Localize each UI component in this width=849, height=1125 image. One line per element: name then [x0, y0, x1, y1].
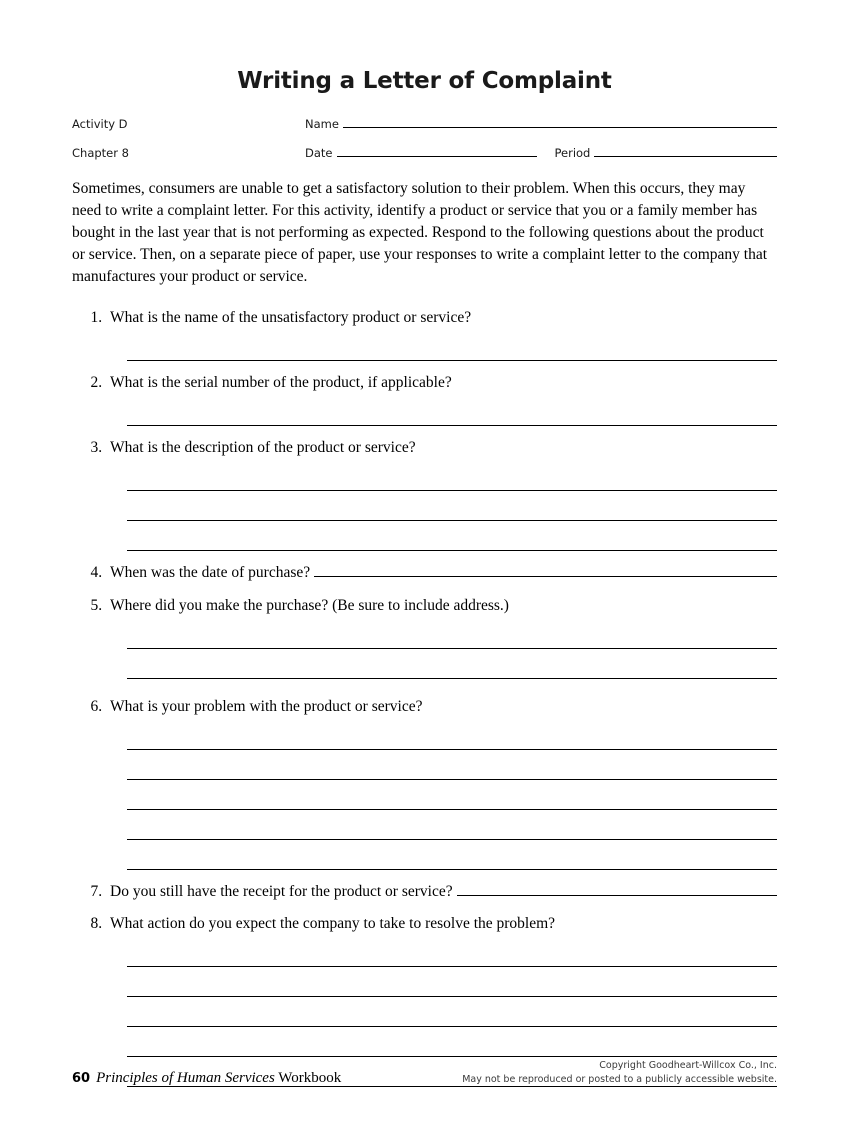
answer-line[interactable]	[127, 810, 777, 840]
date-label: Date	[305, 146, 333, 160]
worksheet-meta	[72, 116, 777, 160]
name-field[interactable]	[343, 116, 777, 128]
meta-row-chapter-date-period	[72, 145, 777, 160]
question-text: 3. What is the description of the product or service?	[110, 439, 416, 457]
activity-label: Activity D	[72, 117, 128, 131]
copyright-line-1: Copyright Goodheart-Willcox Co., Inc.	[599, 1060, 777, 1072]
answer-line[interactable]	[457, 883, 777, 896]
answer-line[interactable]	[127, 967, 777, 997]
chapter-label: Chapter 8	[72, 146, 129, 160]
book-title-suffix: Workbook	[278, 1070, 342, 1086]
answer-lines	[110, 616, 777, 679]
book-title: Principles of Human Services	[96, 1070, 275, 1086]
question-text: 2. What is the serial number of the product, if applicable?	[110, 374, 452, 392]
spacer	[110, 584, 777, 596]
list-item	[106, 596, 777, 697]
answer-line[interactable]	[314, 564, 777, 577]
page-number: 60	[72, 1071, 91, 1086]
page-title: Writing a Letter of Complaint	[237, 68, 612, 94]
footer-book-info	[72, 1070, 341, 1087]
answer-line[interactable]	[127, 717, 777, 750]
answer-lines	[110, 328, 777, 361]
question-text: 8. What action do you expect the company to take to resolve the problem?	[110, 914, 556, 932]
answer-lines	[110, 717, 777, 870]
question-text: 6. What is your problem with the product or service?	[110, 697, 423, 715]
question-inline	[110, 563, 777, 583]
spacer	[110, 870, 777, 882]
list-item	[106, 882, 777, 914]
answer-lines	[110, 393, 777, 426]
answer-line[interactable]	[127, 750, 777, 780]
date-field[interactable]	[337, 145, 537, 157]
spacer	[110, 902, 777, 914]
answer-line[interactable]	[127, 649, 777, 679]
question-text: 1. What is the name of the unsatisfactory product or service?	[110, 309, 472, 326]
list-item	[106, 697, 777, 882]
question-text: 5. Where did you make the purchase? (Be sure to include address.)	[110, 596, 509, 614]
list-item	[106, 308, 777, 373]
question-text: 4. When was the date of purchase?	[110, 564, 311, 582]
period-field[interactable]	[594, 145, 777, 157]
answer-line[interactable]	[127, 393, 777, 426]
spacer	[110, 361, 777, 373]
spacer	[110, 679, 777, 697]
answer-line[interactable]	[127, 616, 777, 649]
list-item	[106, 438, 777, 563]
name-label: Name	[305, 117, 339, 131]
answer-line[interactable]	[127, 328, 777, 361]
period-label: Period	[554, 146, 591, 160]
instructions-paragraph: Sometimes, consumers are unable to get a satisfactory solution to their problem. When this occurs, they may need to write a complaint letter. For this activity, identify a product or service that you or a family member has bought in the last year that is not performing as expected. Respond to the following questions about the product or service. Then, on a separate piece of paper, use your responses to write a complaint letter to the company that manufactures your product or service.	[72, 180, 768, 285]
spacer	[110, 551, 777, 563]
list-item	[106, 563, 777, 595]
answer-line[interactable]	[127, 491, 777, 521]
question-text: 7. Do you still have the receipt for the product or service?	[110, 882, 453, 900]
answer-line[interactable]	[127, 997, 777, 1027]
page-footer	[72, 1059, 777, 1087]
answer-line[interactable]	[127, 521, 777, 551]
answer-line[interactable]	[127, 1027, 777, 1057]
spacer	[110, 426, 777, 438]
answer-lines	[110, 458, 777, 551]
list-item	[106, 373, 777, 438]
question-inline	[110, 882, 777, 902]
meta-row-activity-name	[72, 116, 777, 131]
answer-line[interactable]	[127, 840, 777, 870]
footer-copyright	[462, 1059, 777, 1087]
answer-line[interactable]	[127, 934, 777, 967]
copyright-line-2: May not be reproduced or posted to a publicly accessible website.	[462, 1074, 777, 1086]
answer-line[interactable]	[127, 780, 777, 810]
questions-list	[72, 308, 777, 1087]
answer-line[interactable]	[127, 458, 777, 491]
